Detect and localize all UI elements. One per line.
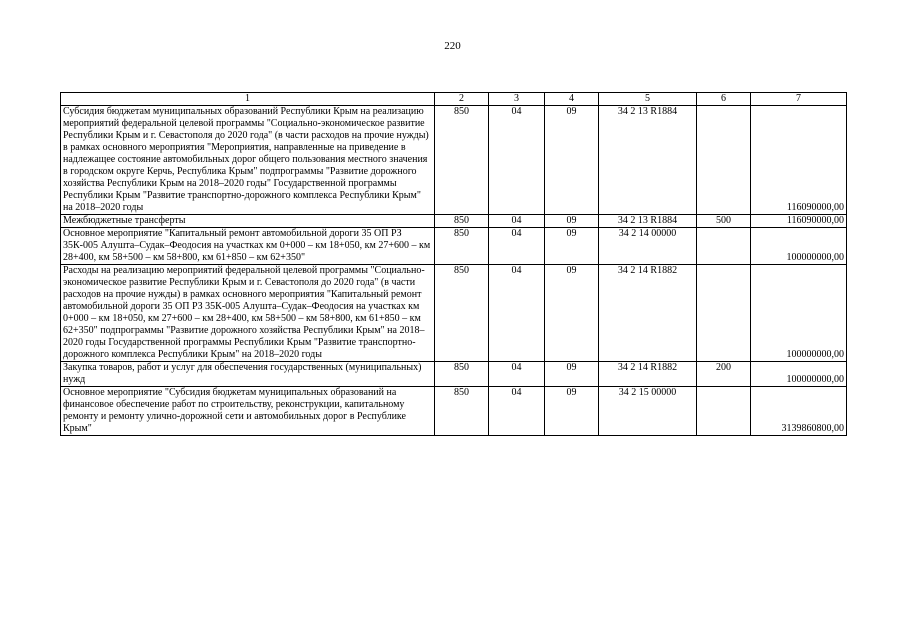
cell-ministry: 850 (435, 215, 489, 228)
cell-section: 04 (489, 215, 545, 228)
cell-ministry: 850 (435, 228, 489, 265)
cell-amount: 100000000,00 (751, 228, 847, 265)
cell-amount: 116090000,00 (751, 215, 847, 228)
col-header-1: 1 (61, 93, 435, 106)
page-number: 220 (444, 40, 461, 52)
cell-target-code: 34 2 13 R1884 (599, 106, 697, 215)
row-description: Субсидия бюджетам муниципальных образований Республики Крым на реализацию мероприятий федеральной целевой программы "Социально-экономическое развитие Республики Крым и г. Севастополя до 2020 года" (в части расходов на прочие нужды) в рамках основного мероприятия "Мероприятия, направленные на приведение в надлежащее состояние автомобильных дорог общего пользования местного значения в городском округе Керчь, Республика Крым" подпрограммы "Развитие дорожного хозяйства Республики Крым на 2018–2020 годы" Государственной программы Республики Крым "Развитие транспортно-дорожного комплекса Республики Крым" на 2018–2020 годы (61, 106, 435, 215)
col-header-2: 2 (435, 93, 489, 106)
table-row (61, 265, 847, 362)
cell-amount: 100000000,00 (751, 265, 847, 362)
cell-section: 04 (489, 387, 545, 436)
col-header-4: 4 (545, 93, 599, 106)
cell-ministry: 850 (435, 387, 489, 436)
cell-ministry: 850 (435, 106, 489, 215)
cell-target-code: 34 2 15 00000 (599, 387, 697, 436)
table-row (61, 215, 847, 228)
row-description: Закупка товаров, работ и услуг для обеспечения государственных (муниципальных) нужд (61, 362, 435, 387)
cell-expense-type: 500 (697, 215, 751, 228)
header-row (61, 93, 847, 106)
col-header-7: 7 (751, 93, 847, 106)
table-row (61, 387, 847, 436)
cell-ministry: 850 (435, 265, 489, 362)
cell-subsection: 09 (545, 387, 599, 436)
cell-section: 04 (489, 228, 545, 265)
cell-target-code: 34 2 14 R1882 (599, 362, 697, 387)
cell-expense-type: 200 (697, 362, 751, 387)
cell-target-code: 34 2 14 R1882 (599, 265, 697, 362)
row-description: Основное мероприятие "Капитальный ремонт автомобильной дороги 35 ОП РЗ 35К-005 Алушта–Судак–Феодосия на участках км 0+000 – км 18+050, км 27+600 – км 28+400, км 58+500 – км 58+800, км 61+850 – км 62+350" (61, 228, 435, 265)
col-header-6: 6 (697, 93, 751, 106)
cell-amount: 100000000,00 (751, 362, 847, 387)
row-description: Расходы на реализацию мероприятий федеральной целевой программы "Социально-экономическое развитие Республики Крым и г. Севастополя до 2020 года" (в части расходов на прочие нужды) в рамках основного мероприятия "Капитальный ремонт автомобильной дороги 35 ОП РЗ 35К-005 Алушта–Судак–Феодосия на участках км 0+000 – км 18+050, км 27+600 – км 28+400, км 58+500 – км 58+800, км 61+850 – км 62+350" подпрограммы "Развитие дорожного хозяйства Республики Крым" на 2018–2020 годы Государственной программы Республики Крым "Развитие транспортно-дорожного комплекса Республики Крым" на 2018–2020 годы (61, 265, 435, 362)
row-description: Межбюджетные трансферты (61, 215, 435, 228)
row-description: Основное мероприятие "Субсидия бюджетам муниципальных образований на финансовое обеспечение работ по строительству, реконструкции, капитальному ремонту и ремонту улично-дорожной сети и автомобильных дорог в Республике Крым" (61, 387, 435, 436)
budget-table (60, 92, 847, 436)
cell-target-code: 34 2 14 00000 (599, 228, 697, 265)
col-header-5: 5 (599, 93, 697, 106)
cell-subsection: 09 (545, 228, 599, 265)
cell-subsection: 09 (545, 215, 599, 228)
cell-subsection: 09 (545, 362, 599, 387)
cell-expense-type (697, 228, 751, 265)
cell-section: 04 (489, 362, 545, 387)
cell-expense-type (697, 387, 751, 436)
cell-subsection: 09 (545, 106, 599, 215)
cell-target-code: 34 2 13 R1884 (599, 215, 697, 228)
cell-amount: 116090000,00 (751, 106, 847, 215)
cell-subsection: 09 (545, 265, 599, 362)
col-header-3: 3 (489, 93, 545, 106)
cell-amount: 3139860800,00 (751, 387, 847, 436)
cell-ministry: 850 (435, 362, 489, 387)
cell-expense-type (697, 265, 751, 362)
cell-section: 04 (489, 106, 545, 215)
cell-section: 04 (489, 265, 545, 362)
cell-expense-type (697, 106, 751, 215)
table-row (61, 106, 847, 215)
table-row (61, 362, 847, 387)
table-row (61, 228, 847, 265)
